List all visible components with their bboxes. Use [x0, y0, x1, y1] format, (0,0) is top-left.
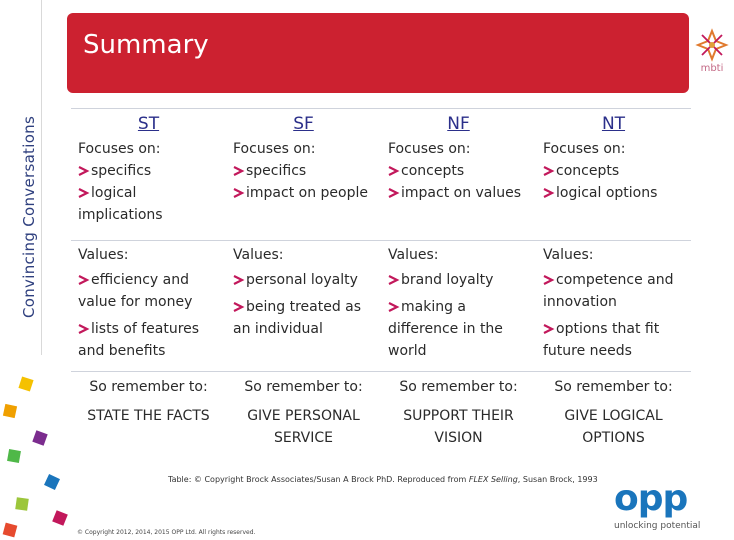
- caption-prefix: Table: © Copyright Brock Associates/Susan A Brock PhD. Reproduced from: [168, 475, 469, 484]
- column-heading: ST: [137, 114, 160, 134]
- values-item: brand loyalty: [388, 269, 534, 291]
- column-sf: [226, 108, 381, 454]
- values-item: efficiency and value for money: [78, 272, 193, 310]
- copyright-notice: © Copyright 2012, 2014, 2015 OPP Ltd. All rights reserved.: [77, 529, 256, 536]
- chevron-right-icon: [78, 275, 89, 285]
- chevron-right-icon: [233, 275, 244, 285]
- values-label: Values:: [388, 247, 439, 263]
- remember-action: GIVE PERSONAL SERVICE: [247, 408, 360, 446]
- title-banner: [67, 13, 724, 93]
- values-label: Values:: [233, 247, 284, 263]
- chevron-right-icon: [388, 188, 399, 198]
- values-item: lists of features and benefits: [78, 321, 200, 359]
- values-block: [78, 244, 224, 362]
- chevron-right-icon: [233, 166, 244, 176]
- decor-square: [3, 523, 18, 538]
- caption-book-title: FLEX Selling: [468, 475, 518, 484]
- decor-square: [15, 497, 29, 511]
- focus-label: Focuses on:: [388, 141, 471, 157]
- chevron-right-icon: [78, 166, 89, 176]
- values-label: Values:: [78, 247, 129, 263]
- caption-suffix: , Susan Brock, 1993: [517, 475, 598, 484]
- mbti-logo: [690, 24, 734, 84]
- column-heading: NT: [601, 114, 626, 134]
- mbti-logo-text: mbti: [700, 63, 724, 74]
- values-block: [388, 244, 534, 362]
- decor-square: [52, 510, 68, 526]
- focus-item: logical options: [543, 182, 689, 204]
- chevron-right-icon: [78, 324, 89, 334]
- remember-action: GIVE LOGICAL OPTIONS: [564, 408, 663, 446]
- focus-item: impact on values: [388, 182, 534, 204]
- values-block: [543, 244, 689, 362]
- side-title-text: Convincing Conversations: [20, 115, 38, 318]
- opp-logo: opp: [614, 478, 688, 519]
- column-heading: SF: [293, 114, 314, 134]
- focus-item: impact on people: [233, 182, 379, 204]
- vertical-title: [0, 0, 42, 330]
- focus-item: concepts: [543, 160, 689, 182]
- values-item: personal loyalty: [233, 269, 379, 291]
- values-label: Values:: [543, 247, 594, 263]
- remember-label: So remember to:: [554, 379, 673, 395]
- remember-action: SUPPORT THEIR VISION: [403, 408, 514, 446]
- table-caption: [168, 475, 598, 484]
- focus-block: [78, 138, 224, 226]
- values-item: being treated as an individual: [233, 299, 362, 337]
- focus-block: [233, 138, 379, 204]
- values-item: competence and innovation: [543, 272, 674, 310]
- focus-item: logical implications: [78, 185, 163, 223]
- chevron-right-icon: [233, 188, 244, 198]
- decor-square: [44, 474, 60, 490]
- column-nf: [381, 108, 536, 454]
- column-nt: [536, 108, 691, 454]
- chevron-right-icon: [543, 188, 554, 198]
- values-block: [233, 244, 379, 340]
- remember-action: STATE THE FACTS: [87, 408, 210, 424]
- focus-block: [388, 138, 534, 204]
- values-item: options that fit future needs: [543, 321, 660, 359]
- decor-square: [18, 376, 33, 391]
- remember-label: So remember to:: [89, 379, 208, 395]
- column-heading: NF: [447, 114, 470, 134]
- chevron-right-icon: [78, 188, 89, 198]
- decor-square: [7, 449, 21, 463]
- chevron-right-icon: [543, 324, 554, 334]
- page-title: Summary: [83, 30, 209, 60]
- focus-label: Focuses on:: [233, 141, 316, 157]
- focus-item: specifics: [78, 160, 224, 182]
- side-divider: [41, 0, 42, 355]
- chevron-right-icon: [388, 166, 399, 176]
- focus-block: [543, 138, 689, 204]
- focus-item: specifics: [233, 160, 379, 182]
- decor-square: [3, 404, 17, 418]
- chevron-right-icon: [543, 275, 554, 285]
- column-st: [71, 108, 226, 454]
- chevron-right-icon: [233, 302, 244, 312]
- focus-label: Focuses on:: [543, 141, 626, 157]
- chevron-right-icon: [388, 302, 399, 312]
- values-item: making a difference in the world: [388, 299, 503, 359]
- decor-square: [32, 430, 47, 445]
- remember-label: So remember to:: [399, 379, 518, 395]
- chevron-right-icon: [388, 275, 399, 285]
- focus-item: concepts: [388, 160, 534, 182]
- chevron-right-icon: [543, 166, 554, 176]
- mbti-logo-icon: [695, 28, 729, 62]
- remember-label: So remember to:: [244, 379, 363, 395]
- focus-label: Focuses on:: [78, 141, 161, 157]
- opp-tagline: unlocking potential: [614, 521, 701, 531]
